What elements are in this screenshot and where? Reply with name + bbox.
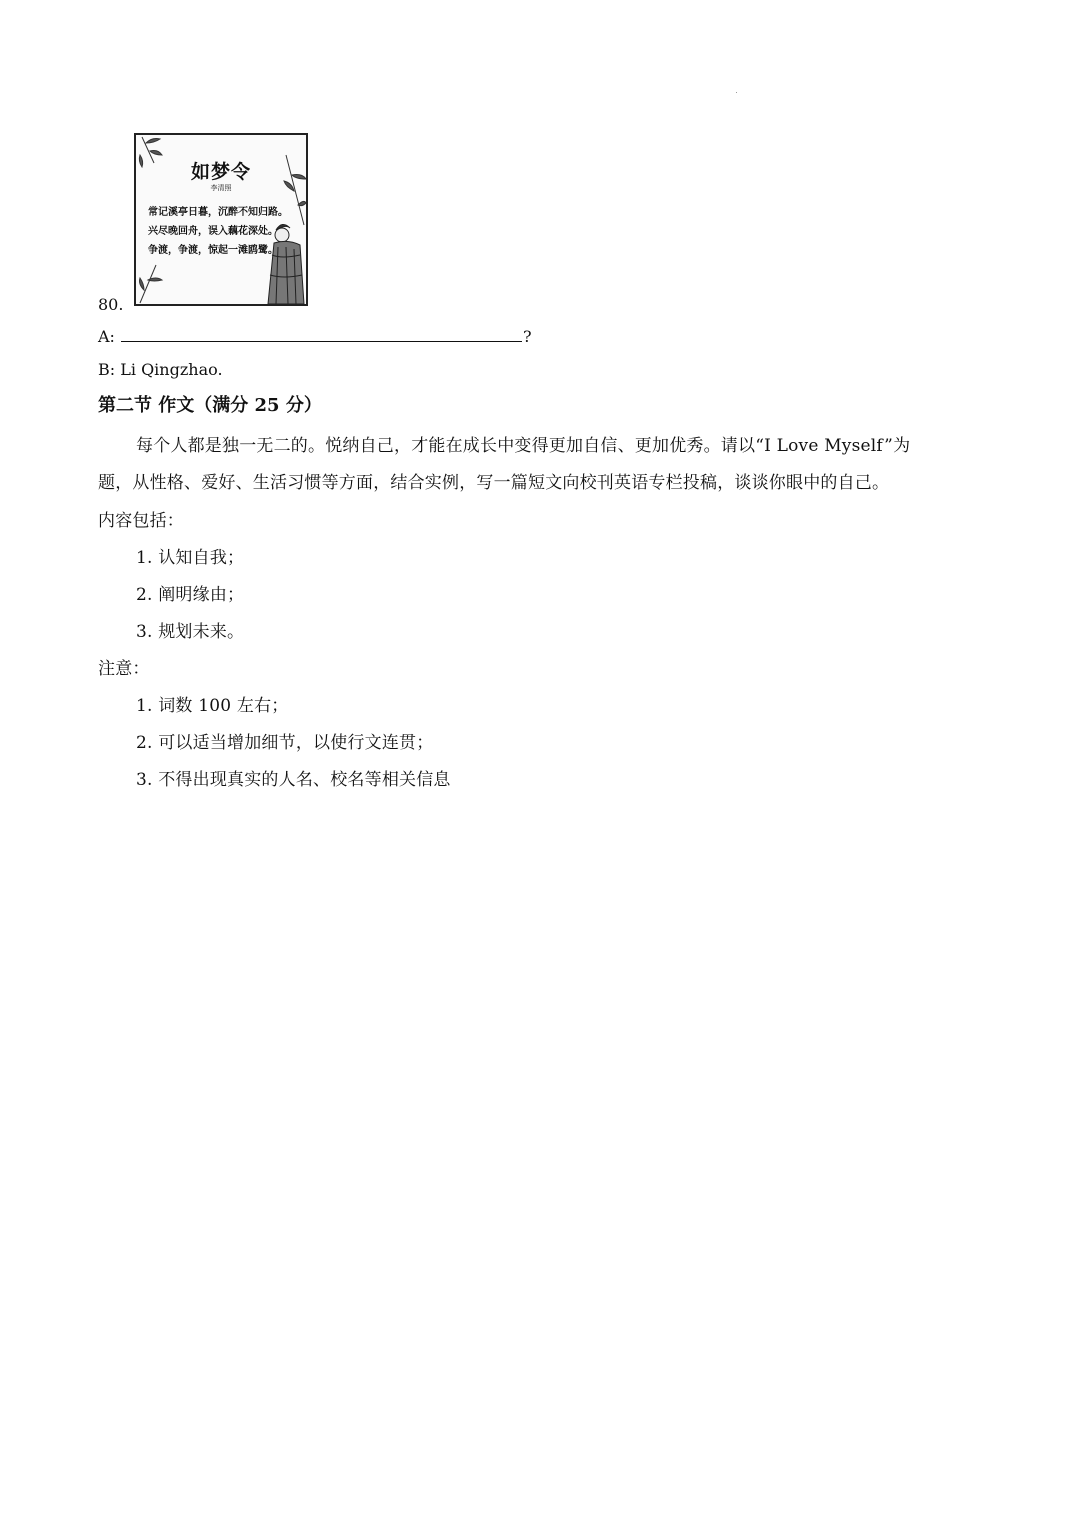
- answer-line-a: [98, 327, 532, 347]
- poem-line: 兴尽晚回舟，误入藕花深处。: [148, 226, 278, 237]
- question-mark: ?: [523, 327, 532, 346]
- poem-line: 争渡，争渡，惊起一滩鸥鹭。: [148, 245, 278, 256]
- poem-author: 李清照: [210, 184, 232, 192]
- question-number: 80.: [98, 295, 124, 314]
- section-heading: 第二节 作文（满分 25 分）: [98, 395, 322, 416]
- poem-illustration: [134, 133, 308, 306]
- note-item: 3. 不得出现真实的人名、校名等相关信息: [136, 770, 451, 790]
- prompt-paragraph-line1: 每个人都是独一无二的。悦纳自己，才能在成长中变得更加自信、更加优秀。请以“I Love Myself”为: [136, 436, 911, 456]
- note-item: 1. 词数 100 左右；: [136, 696, 289, 716]
- poem-title: 如梦令: [190, 161, 251, 183]
- note-item: 2. 可以适当增加细节，以使行文连贯；: [136, 733, 434, 753]
- poem-line: 常记溪亭日暮，沉醉不知归路。: [148, 207, 288, 218]
- content-item: 2. 阐明缘由；: [136, 585, 245, 605]
- prompt-paragraph-line2: 题，从性格、爱好、生活习惯等方面，结合实例，写一篇短文向校刊英语专栏投稿，谈谈你眼中的自己。: [98, 473, 890, 493]
- answer-line-b: B: Li Qingzhao.: [98, 360, 223, 379]
- content-label: 内容包括：: [98, 511, 184, 531]
- answer-blank[interactable]: [121, 327, 522, 342]
- note-label: 注意：: [98, 659, 150, 679]
- content-item: 1. 认知自我；: [136, 548, 245, 568]
- content-item: 3. 规划未来。: [136, 622, 245, 642]
- scan-dot: [736, 92, 737, 93]
- speaker-a-label: A:: [98, 327, 115, 346]
